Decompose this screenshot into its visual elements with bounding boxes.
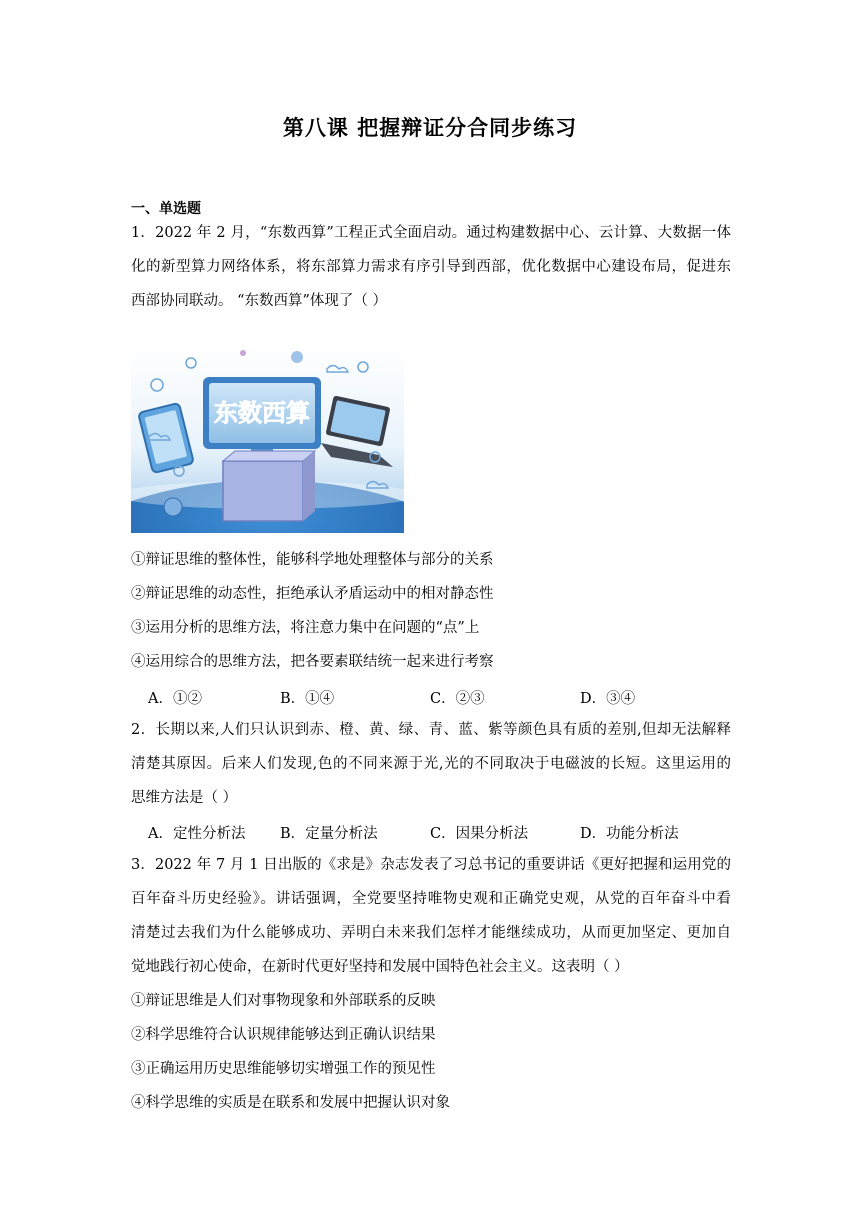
option-a[interactable]: A．①② bbox=[148, 691, 202, 707]
question-1-stem bbox=[131, 216, 731, 318]
option-a[interactable]: A．定性分析法 bbox=[148, 826, 246, 842]
statement-item: ④运用综合的思维方法，把各要素联结统一起来进行考察 bbox=[131, 654, 494, 670]
question-1-statements bbox=[131, 543, 731, 679]
question-3-line: 3．2022 年 7 月 1 日出版的《求是》杂志发表了习总书记的重要讲话《更好把握和运用党的 bbox=[131, 857, 731, 873]
statement-item: ①辩证思维是人们对事物现象和外部联系的反映 bbox=[131, 993, 436, 1009]
question-3-line: 百年奋斗历史经验》。讲话强调，全党要坚持唯物史观和正确党史观，从党的百年奋斗中看 bbox=[131, 891, 731, 907]
question-2-stem bbox=[131, 713, 731, 815]
question-3-line: 清楚过去我们为什么能够成功、弄明白未来我们怎样才能继续成功，从而更加坚定、更加自 bbox=[131, 925, 731, 941]
option-c[interactable]: C．因果分析法 bbox=[430, 826, 529, 842]
question-2-line: 思维方法是（ ） bbox=[131, 790, 238, 806]
question-3-statements bbox=[131, 984, 731, 1120]
question-1-illustration bbox=[131, 345, 404, 533]
option-c[interactable]: C．②③ bbox=[430, 691, 485, 707]
question-2-line: 清楚其原因。后来人们发现,色的不同来源于光,光的不同取决于电磁波的长短。这里运用的 bbox=[131, 756, 731, 772]
illustration-caption: 东数西算 bbox=[214, 399, 310, 427]
question-3-stem bbox=[131, 848, 731, 984]
question-2-line: 2．长期以来,人们只认识到赤、橙、黄、绿、青、蓝、紫等颜色具有质的差别,但却无法解释 bbox=[131, 722, 731, 738]
question-1-line: 化的新型算力网络体系，将东部算力需求有序引导到西部，优化数据中心建设布局，促进东 bbox=[131, 259, 731, 275]
section-heading: 一、单选题 bbox=[131, 201, 201, 217]
option-d[interactable]: D．③④ bbox=[580, 691, 636, 707]
question-1-line: 西部协同联动。 “东数西算”体现了（ ） bbox=[131, 293, 388, 309]
question-1-line: 1．2022 年 2 月，“东数西算”工程正式全面启动。通过构建数据中心、云计算、大数据一体 bbox=[131, 225, 731, 241]
option-b[interactable]: B．①④ bbox=[280, 691, 335, 707]
statement-item: ②科学思维符合认识规律能够达到正确认识结果 bbox=[131, 1027, 436, 1043]
option-d[interactable]: D．功能分析法 bbox=[580, 826, 679, 842]
statement-item: ③正确运用历史思维能够切实增强工作的预见性 bbox=[131, 1061, 436, 1077]
option-b[interactable]: B．定量分析法 bbox=[280, 826, 378, 842]
question-3-line: 觉地践行初心使命，在新时代更好坚持和发展中国特色社会主义。这表明（ ） bbox=[131, 959, 629, 975]
statement-item: ③运用分析的思维方法，将注意力集中在问题的“点”上 bbox=[131, 620, 480, 636]
statement-item: ②辩证思维的动态性，拒绝承认矛盾运动中的相对静态性 bbox=[131, 586, 494, 602]
statement-item: ①辩证思维的整体性，能够科学地处理整体与部分的关系 bbox=[131, 552, 494, 568]
page-title: 第八课 把握辩证分合同步练习 bbox=[282, 116, 578, 140]
statement-item: ④科学思维的实质是在联系和发展中把握认识对象 bbox=[131, 1095, 450, 1111]
